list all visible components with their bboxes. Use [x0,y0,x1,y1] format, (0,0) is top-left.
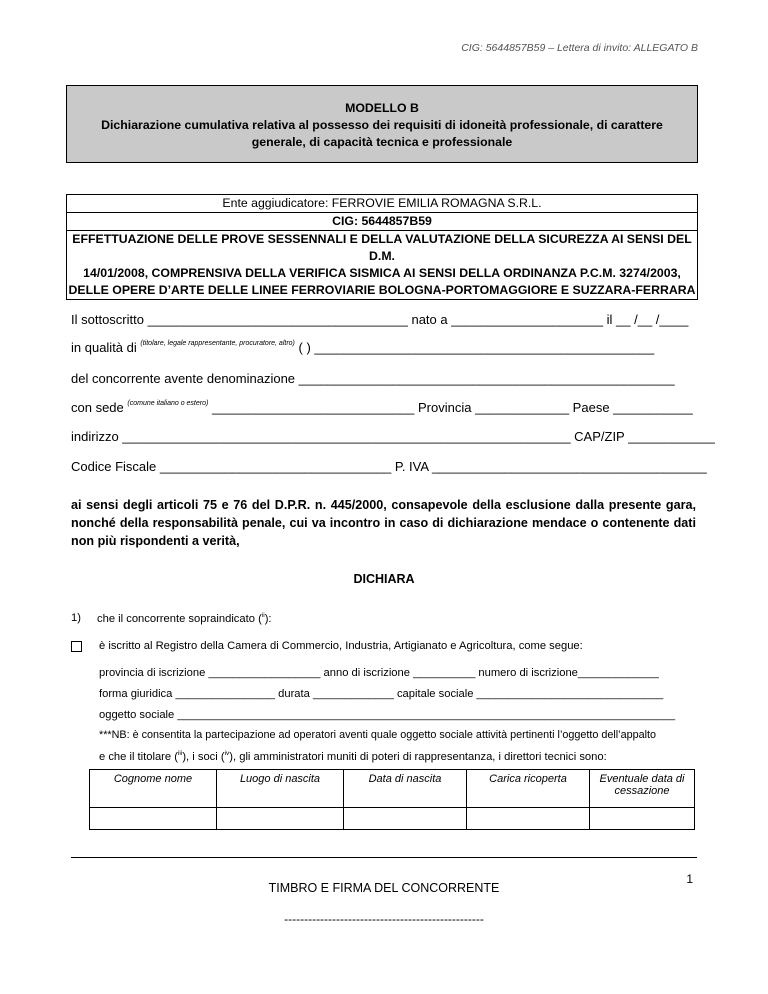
ente-desc-line3: DELLE OPERE D’ARTE DELLE LINEE FERROVIARIE BOLOGNA-PORTOMAGGIORE E SUZZARA-FERRARA [68,283,696,297]
model-title-box [66,85,698,163]
qualita-line[interactable] [71,340,654,355]
table-row[interactable] [90,808,695,830]
sede-label: con sede [71,400,124,415]
item1-note: ii [261,612,265,619]
table-cell[interactable] [217,808,344,830]
table-header-data: Data di nascita [344,770,467,808]
table-cell[interactable] [467,808,590,830]
table-cell[interactable] [344,808,467,830]
item1-text-start: che il concorrente sopraindicato ( [97,613,262,625]
qualita-hint: (titolare, legale rappresentante, procuratore, altro) [140,340,295,347]
codice-fiscale-line[interactable]: Codice Fiscale ________________________________ P. IVA ______________________________________ [71,459,707,474]
declaration-paragraph: ai sensi degli articoli 75 e 76 del D.P.R. n. 445/2000, consapevole della esclusione dalla presente gara, nonché della responsabilità penale, cui va incontro in caso di dichiarazione mendace o contenente dati non più rispondenti a verità, [71,498,696,548]
table-header-row [90,770,695,808]
item1-text [97,612,272,625]
sede-field[interactable]: ____________________________ Provincia _____________ Paese ___________ [211,400,693,415]
registro-text: è iscritto al Registro della Camera di Commercio, Industria, Artigianato e Agricoltura, come segue: [99,640,583,652]
forma-giuridica-line[interactable]: forma giuridica ________________ durata _____________ capitale sociale ______________________________ [99,688,664,700]
table-header-cessazione: Eventuale data di cessazione [590,770,695,808]
page-number: 1 [686,872,693,886]
nb-note: ***NB: è consentita la partecipazione ad operatori aventi quale oggetto sociale attività pertinenti l’oggetto dell’appalto [99,729,657,741]
titolare-note-iii: iii [177,750,183,757]
titolare-text-b: ), i soci ( [182,751,225,763]
table-header-carica: Carica ricoperta [467,770,590,808]
qualita-field[interactable]: ( ) _______________________________________________ [298,340,655,355]
table-header-luogo: Luogo di nascita [217,770,344,808]
ente-cig: CIG: 5644857B59 [67,213,697,231]
table-cell[interactable] [590,808,695,830]
model-subtitle-line2: generale, di capacità tecnica e professionale [251,135,513,149]
table-cell[interactable] [90,808,217,830]
model-title: MODELLO B [345,101,419,115]
ente-description [67,231,697,299]
dichiara-heading: DICHIARA [353,572,415,586]
table-header-cognome: Cognome nome [90,770,217,808]
ente-box [66,194,698,300]
header-note: CIG: 5644857B59 – Lettera di invito: ALLEGATO B [461,42,698,54]
signature-caption: TIMBRO E FIRMA DEL CONCORRENTE [268,881,500,895]
titolare-text-c: ), gli amministratori muniti di poteri di rappresentanza, i direttori tecnici sono: [229,751,607,763]
sede-line[interactable] [71,400,693,415]
footer-divider [71,857,697,858]
item1-number: 1) [71,612,81,624]
provincia-iscrizione-line[interactable]: provincia di iscrizione __________________ anno di iscrizione __________ numero di iscrizione_____________ [99,667,659,679]
oggetto-sociale-line[interactable]: oggetto sociale ________________________________________________________________________________ [99,709,676,721]
persons-table [89,769,695,830]
ente-desc-line2: 14/01/2008, COMPRENSIVA DELLA VERIFICA SISMICA AI SENSI DELLA ORDINANZA P.C.M. 3274/2003, [83,266,681,280]
denominazione-line[interactable]: del concorrente avente denominazione ____________________________________________________ [71,371,675,386]
item1-text-end: ): [264,613,272,625]
signature-line: -------------------------------------------------- [284,912,484,926]
titolare-line [99,750,607,763]
qualita-label: in qualità di [71,340,137,355]
sottoscritto-line[interactable]: Il sottoscritto ____________________________________ nato a _____________________ il __ /__ /____ [71,312,689,327]
titolare-text-a: e che il titolare ( [99,751,178,763]
sede-hint: (comune italiano o estero) [127,400,209,407]
ente-aggiudicatore: Ente aggiudicatore: FERROVIE EMILIA ROMAGNA S.R.L. [67,195,697,213]
ente-desc-line1: EFFETTUAZIONE DELLE PROVE SESSENNALI E DELLA VALUTAZIONE DELLA SICUREZZA AI SENSI DEL D.M. [72,232,692,263]
model-subtitle-line1: Dichiarazione cumulativa relativa al possesso dei requisiti di idoneità professionale, di carattere [101,118,663,132]
indirizzo-line[interactable]: indirizzo ______________________________________________________________ CAP/ZIP ____________ [71,429,715,444]
titolare-note-iv: iv [224,750,230,757]
registro-checkbox[interactable] [71,641,82,652]
